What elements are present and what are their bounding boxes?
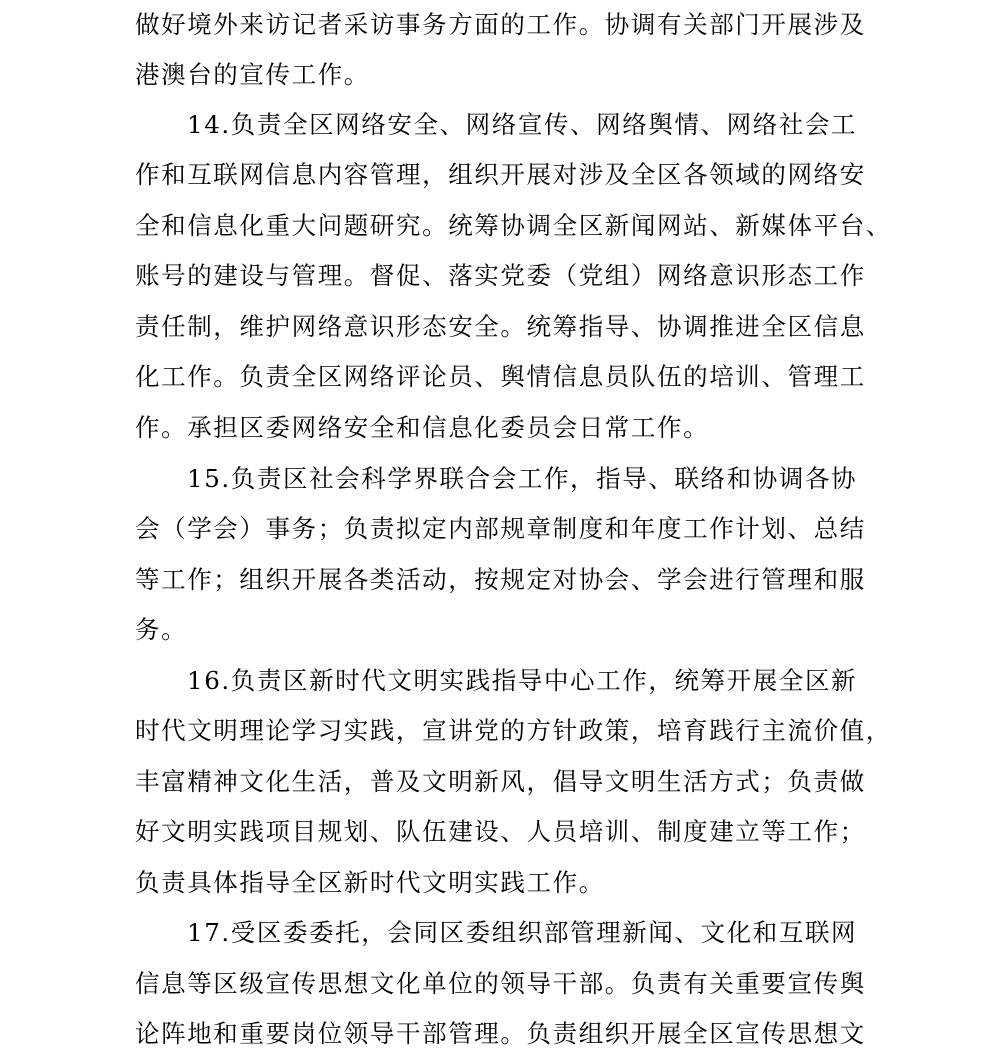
- text-line: 好文明实践项目规划、队伍建设、人员培训、制度建立等工作；: [135, 817, 866, 846]
- text-line: 责任制，维护网络意识形态安全。统筹指导、协调推进全区信息: [135, 312, 866, 341]
- text-line: 信息等区级宣传思想文化单位的领导干部。负责有关重要宣传舆: [135, 969, 866, 998]
- text-line: 账号的建设与管理。督促、落实党委（党组）网络意识形态工作: [135, 261, 866, 290]
- text-line: 时代文明理论学习实践，宣讲党的方针政策，培育践行主流价值，: [135, 716, 892, 745]
- text-line: 等工作；组织开展各类活动，按规定对协会、学会进行管理和服: [135, 565, 866, 594]
- text-line: 作和互联网信息内容管理，组织开展对涉及全区各领域的网络安: [135, 160, 866, 189]
- paragraph-16-start: 16.负责区新时代文明实践指导中心工作，统筹开展全区新: [187, 666, 858, 695]
- text-line: 做好境外来访记者采访事务方面的工作。协调有关部门开展涉及: [135, 10, 866, 39]
- text-line: 论阵地和重要岗位领导干部管理。负责组织开展全区宣传思想文: [135, 1019, 866, 1048]
- paragraph-15-start: 15.负责区社会科学界联合会工作，指导、联络和协调各协: [187, 464, 858, 493]
- text-line: 全和信息化重大问题研究。统筹协调全区新闻网站、新媒体平台、: [135, 211, 892, 240]
- text-line: 负责具体指导全区新时代文明实践工作。: [135, 868, 605, 897]
- text-line: 务。: [135, 615, 188, 644]
- text-line: 化工作。负责全区网络评论员、舆情信息员队伍的培训、管理工: [135, 362, 866, 391]
- text-line: 会（学会）事务；负责拟定内部规章制度和年度工作计划、总结: [135, 514, 866, 543]
- text-line: 作。承担区委网络安全和信息化委员会日常工作。: [135, 413, 710, 442]
- text-line: 港澳台的宣传工作。: [135, 60, 370, 89]
- paragraph-17-start: 17.受区委委托，会同区委组织部管理新闻、文化和互联网: [187, 918, 858, 947]
- text-line: 丰富精神文化生活，普及文明新风，倡导文明生活方式；负责做: [135, 767, 866, 796]
- paragraph-14-start: 14.负责全区网络安全、网络宣传、网络舆情、网络社会工: [187, 110, 858, 139]
